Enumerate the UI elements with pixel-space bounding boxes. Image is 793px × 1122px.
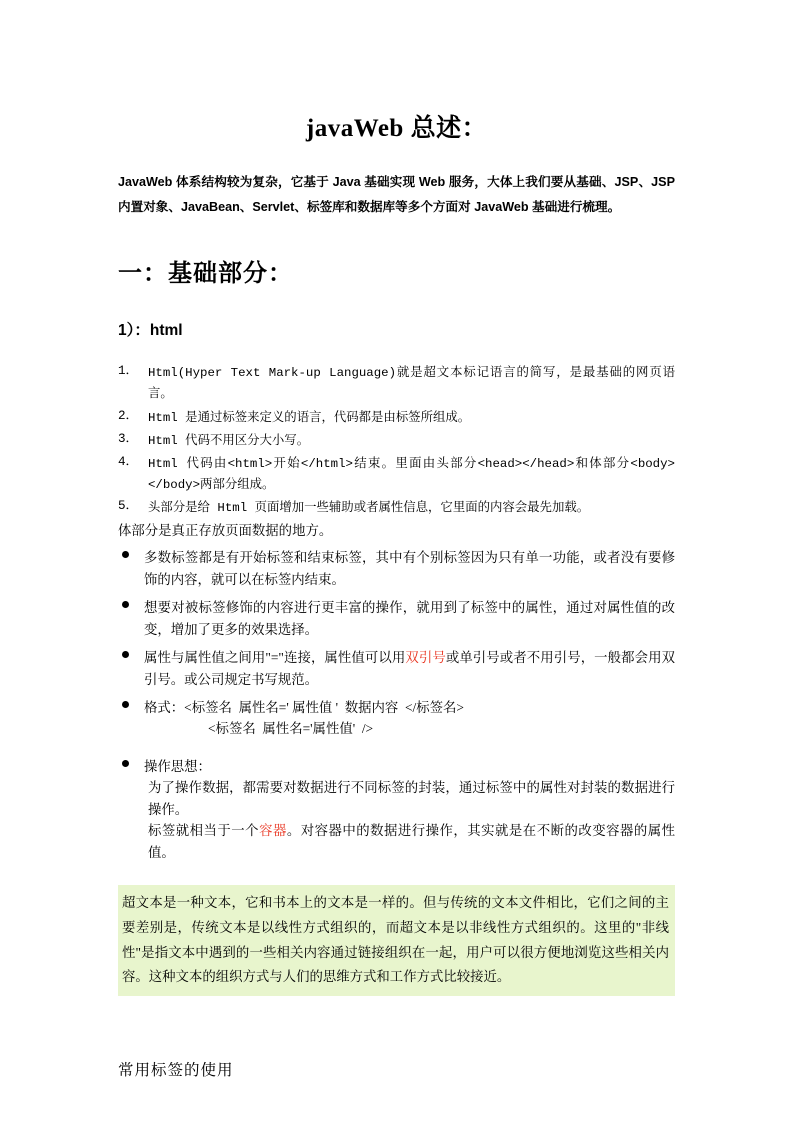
- list-item: [118, 647, 675, 690]
- bullet-icon: [122, 551, 129, 558]
- numbered-list: [118, 362, 675, 519]
- list-item: [118, 453, 675, 495]
- list-item-operation: [118, 756, 675, 863]
- list-item: [118, 497, 675, 518]
- list-item-number: 3．: [118, 431, 139, 446]
- list-item-number: 1．: [118, 364, 139, 379]
- list-item: [118, 430, 675, 451]
- list-item: [118, 407, 675, 428]
- bullet-icon: [122, 760, 129, 767]
- subsection-heading: 1）：html: [118, 322, 183, 340]
- operation-line-2-pre: 标签就相当于一个: [148, 823, 260, 839]
- format-line-1: <标签名 属性名=' 属性值 ' 数据内容 </标签名>: [184, 700, 464, 716]
- section-heading: 一：基础部分：: [118, 261, 293, 288]
- list-item-text-highlight: 双引号: [405, 650, 446, 666]
- list-item: [118, 597, 675, 640]
- highlight-paragraph: 超文本是一种文本，它和书本上的文本是一样的。但与传统的文本文件相比，它们之间的主要差别是，传统文本是以线性方式组织的，而超文本是以非线性方式组织的。这里的"非线性"是指文本中遇到的一些相关内容通过链接组织在一起，用户可以很方便地浏览这些相关内容。这种文本的组织方式与人们的思维方式和工作方式比较接近。: [118, 885, 675, 996]
- list-item-text: Html 是通过标签来定义的语言，代码都是由标签所组成。: [148, 410, 471, 425]
- list-item-text-pre: 属性与属性值之间用"="连接，属性值可以用: [144, 650, 406, 666]
- bullet-icon: [122, 651, 129, 658]
- list-item: [118, 362, 675, 404]
- list-item-text: 头部分是给 Html 页面增加一些辅助或者属性信息，它里面的内容会最先加载。: [148, 501, 590, 516]
- format-label: 格式：: [144, 700, 185, 716]
- list-item-text: Html 代码由<html>开始</html>结束。里面由头部分<head></head>和体部分<body></body>两部分组成。: [148, 456, 675, 493]
- list-item-text: Html 代码不用区分大小写。: [148, 433, 310, 448]
- operation-label: 操作思想：: [144, 758, 211, 774]
- bullet-icon: [122, 701, 129, 708]
- list-item-number: 5．: [118, 499, 139, 514]
- bullet-icon: [122, 601, 129, 608]
- list-item-text: 想要对被标签修饰的内容进行更丰富的操作，就用到了标签中的属性，通过对属性值的改变，增加了更多的效果选择。: [144, 600, 675, 637]
- operation-line-2: [144, 820, 675, 863]
- intro-paragraph: JavaWeb 体系结构较为复杂，它基于 Java 基础实现 Web 服务，大体上我们要从基础、JSP、JSP 内置对象、JavaBean、Servlet、标签库和数据库等多个方面对 JavaWeb 基础进行梳理。: [118, 175, 675, 214]
- list-item-format: [118, 697, 675, 740]
- list-item-number: 4．: [118, 454, 139, 469]
- list-item: [118, 547, 675, 590]
- operation-line-2-highlight: 容器: [259, 823, 287, 839]
- bulleted-list: [118, 547, 675, 863]
- list-item-text-post: 或单引号或者不用引号，一般都会用双引号。或公司规定书写规范。: [144, 650, 676, 687]
- list-item-text: Html(Hyper Text Mark-up Language)就是超文本标记语言的简写，是最基础的网页语言。: [148, 366, 675, 402]
- body-part-line: 体部分是真正存放页面数据的地方。: [118, 522, 333, 538]
- format-line-2: <标签名 属性名='属性值' />: [208, 721, 374, 737]
- operation-line-2-post: 。对容器中的数据进行操作，其实就是在不断的改变容器的属性值。: [148, 823, 676, 860]
- list-item-text: 多数标签都是有开始标签和结束标签，其中有个别标签因为只有单一功能，或者没有要修饰的内容，就可以在标签内结束。: [144, 550, 675, 587]
- list-item-number: 2．: [118, 408, 139, 423]
- operation-line-1: 为了操作数据，都需要对数据进行不同标签的封装，通过标签中的属性对封装的数据进行操作。: [148, 780, 675, 817]
- page-title: javaWeb 总述：: [305, 115, 488, 142]
- tail-heading: 常用标签的使用: [118, 1062, 234, 1080]
